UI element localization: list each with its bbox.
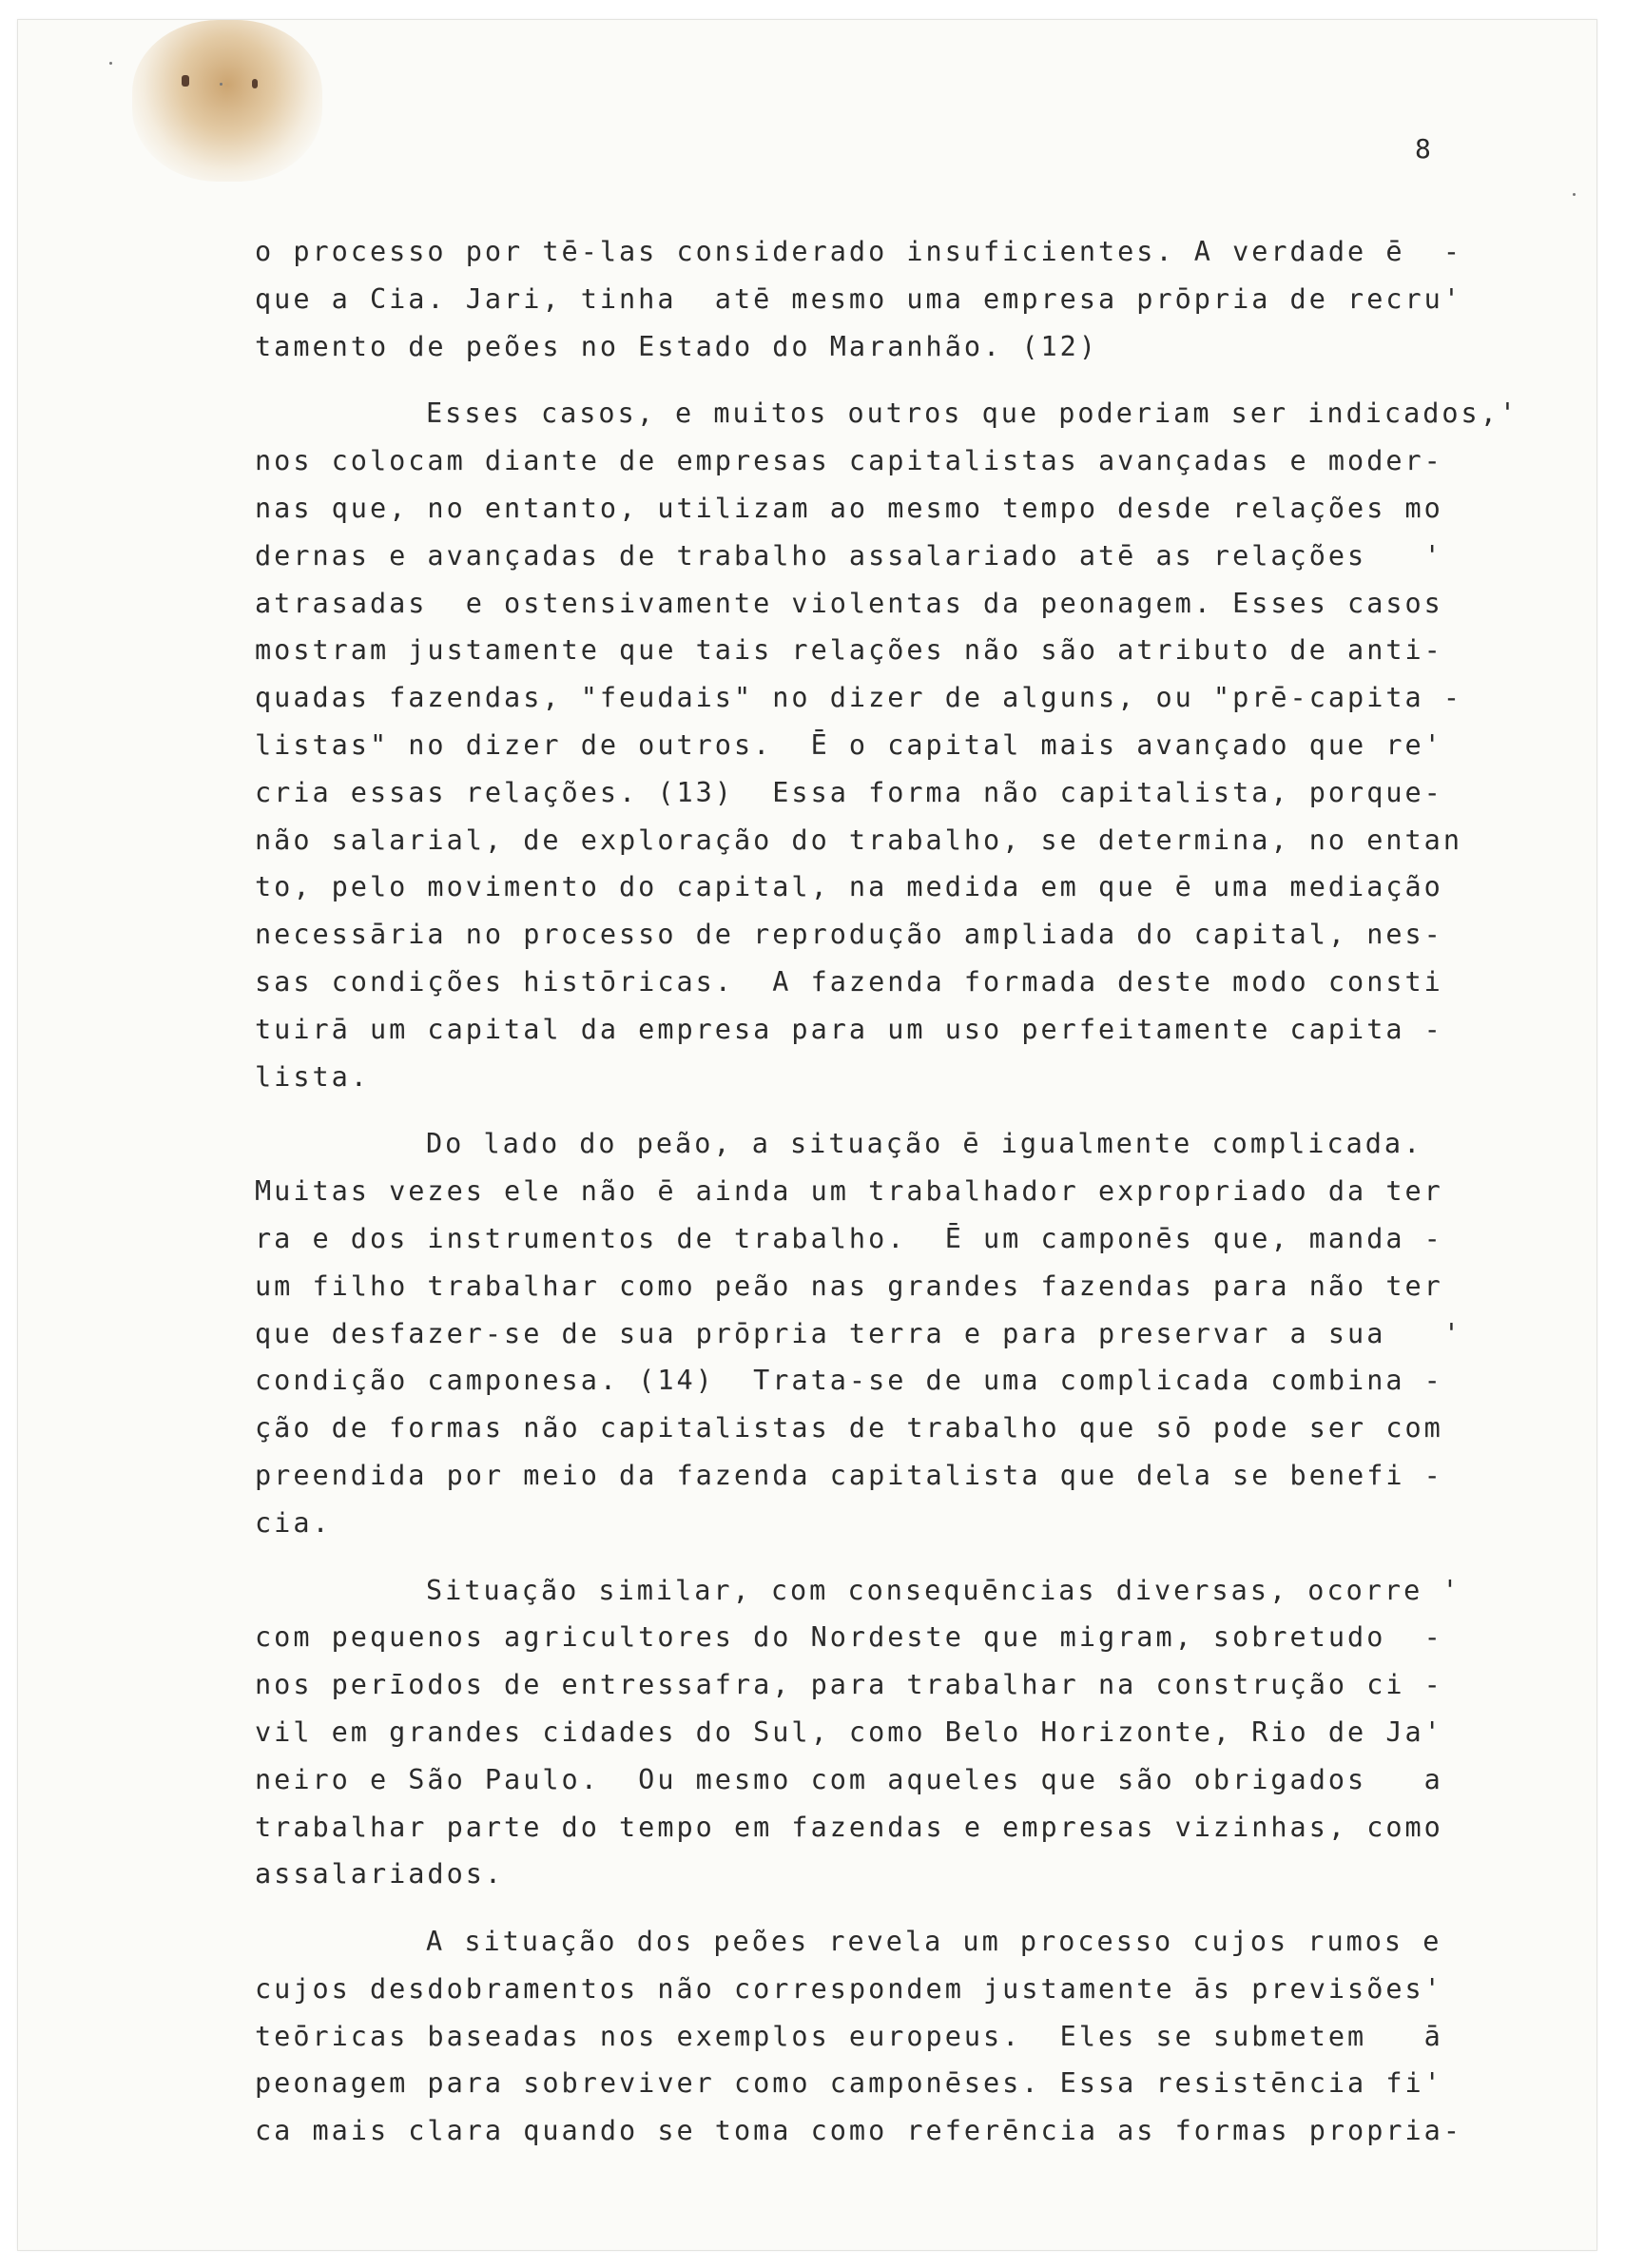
text-line: tuirā um capital da empresa para um uso perfeitamente capita - (255, 1013, 1443, 1045)
text-line: assalariados. (255, 1858, 505, 1890)
text-line: to, pelo movimento do capital, na medida em que ē uma mediação (255, 871, 1443, 903)
text-line: atrasadas e ostensivamente violentas da peonagem. Esses casos (255, 587, 1443, 619)
text-line: com pequenos agricultores do Nordeste que migram, sobretudo - (255, 1621, 1443, 1654)
text-line: sas condições histōricas. A fazenda formada deste modo consti (255, 965, 1443, 998)
speck-mark (1573, 193, 1576, 196)
text-line: peonagem para sobreviver como camponēses. Essa resistēncia fi' (255, 2067, 1443, 2100)
text-line: quadas fazendas, "feudais" no dizer de alguns, ou "prē-capita - (255, 682, 1462, 714)
text-line: dernas e avançadas de trabalho assalariado atē as relações ' (255, 539, 1443, 572)
paragraph (255, 1120, 1462, 1546)
text-line: não salarial, de exploração do trabalho, se determina, no entan (255, 824, 1462, 856)
text-line: Situação similar, com consequēncias diversas, ocorre ' (426, 1574, 1461, 1606)
text-line: nos perīodos de entressafra, para trabalhar na construção ci - (255, 1669, 1443, 1701)
page-number: 8 (1415, 133, 1431, 165)
text-line: ra e dos instrumentos de trabalho. Ē um camponēs que, manda - (255, 1222, 1443, 1254)
text-line: Do lado do peão, a situação ē igualmente complicada. (426, 1128, 1423, 1160)
paragraph (255, 1567, 1461, 1899)
text-line: o processo por tē-las considerado insuficientes. A verdade ē - (255, 236, 1462, 267)
stain-mark (132, 20, 322, 182)
speck-mark (109, 62, 112, 65)
text-line: nas que, no entanto, utilizam ao mesmo tempo desde relações mo (255, 492, 1443, 524)
text-line: trabalhar parte do tempo em fazendas e empresas vizinhas, como (255, 1811, 1443, 1843)
text-line: um filho trabalhar como peão nas grandes fazendas para não ter (255, 1270, 1443, 1302)
text-line: tamento de peões no Estado do Maranhão. (12) (255, 330, 1098, 362)
paragraph (255, 1918, 1462, 2155)
text-line: listas" no dizer de outros. Ē o capital mais avançado que re' (255, 728, 1443, 761)
text-line: ção de formas não capitalistas de trabalho que sō pode ser com (255, 1412, 1443, 1444)
text-line: nos colocam diante de empresas capitalistas avançadas e moder- (255, 445, 1443, 477)
paragraph (255, 228, 1462, 370)
text-line: ca mais clara quando se toma como referēncia as formas propria- (255, 2115, 1462, 2147)
burn-mark (252, 79, 258, 88)
text-line: mostram justamente que tais relações não são atributo de anti- (255, 634, 1443, 667)
text-line: cria essas relações. (13) Essa forma não capitalista, porque- (255, 776, 1443, 808)
text-line: Muitas vezes ele não ē ainda um trabalhador expropriado da ter (255, 1175, 1443, 1208)
text-line: necessāria no processo de reprodução ampliada do capital, nes- (255, 919, 1443, 951)
text-line: que a Cia. Jari, tinha atē mesmo uma empresa prōpria de recru' (255, 282, 1462, 315)
speck-mark (220, 83, 222, 86)
text-line: cujos desdobramentos não correspondem justamente ās previsões' (255, 1972, 1443, 2005)
text-line: A situação dos peões revela um processo cujos rumos e (426, 1926, 1442, 1958)
text-line: cia. (255, 1506, 332, 1539)
body-text (255, 228, 1519, 2155)
paragraph (255, 390, 1519, 1100)
text-line: neiro e São Paulo. Ou mesmo com aqueles que são obrigados a (255, 1763, 1443, 1795)
text-line: teōricas baseadas nos exemplos europeus. Eles se submetem ā (255, 2020, 1443, 2052)
burn-mark (182, 75, 189, 87)
text-line: que desfazer-se de sua prōpria terra e para preservar a sua ' (255, 1317, 1462, 1349)
text-line: lista. (255, 1060, 370, 1093)
text-line: vil em grandes cidades do Sul, como Belo Horizonte, Rio de Ja' (255, 1716, 1443, 1748)
text-line: Esses casos, e muitos outros que poderiam ser indicados,' (426, 397, 1519, 430)
text-line: preendida por meio da fazenda capitalista que dela se benefi - (255, 1459, 1443, 1491)
text-line: condição camponesa. (14) Trata-se de uma complicada combina - (255, 1365, 1443, 1397)
